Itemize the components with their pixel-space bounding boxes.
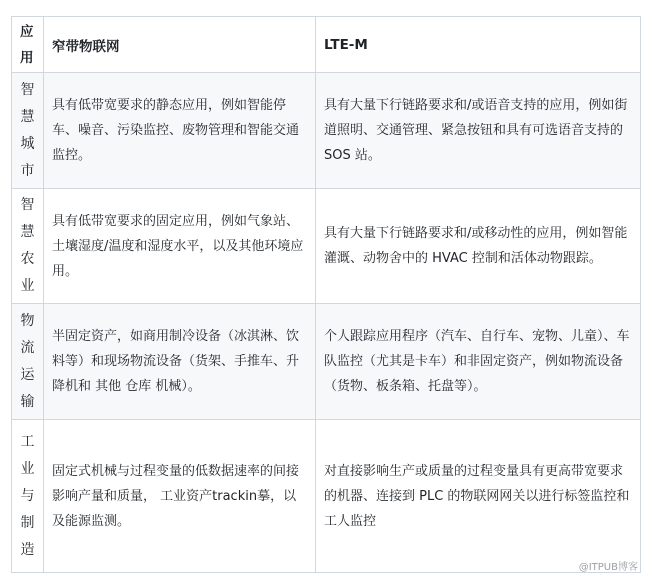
row-nb-iot-cell: 具有低带宽要求的静态应用，例如智能停车、噪音、污染监控、废物管理和智能交通监控。 xyxy=(44,73,316,189)
row-lte-m-cell: 个人跟踪应用程序（汽车、自行车、宠物、儿童）、车队监控（尤其是卡车）和非固定资产，例如物流设备（货物、板条箱、托盘等）。 xyxy=(316,304,641,420)
header-application: 应用 xyxy=(12,17,44,73)
table-header-row xyxy=(12,17,641,73)
row-nb-iot-cell: 半固定资产，如商用制冷设备（冰淇淋、饮料等）和现场物流设备（货架、手推车、升降机和 其他 仓库 机械）。 xyxy=(44,304,316,420)
table-row xyxy=(12,304,641,420)
header-lte-m: LTE-M xyxy=(316,17,641,73)
row-application-label: 智慧城市 xyxy=(12,73,44,189)
table-row xyxy=(12,420,641,573)
row-application-label: 工业与制造 xyxy=(12,420,44,573)
row-lte-m-cell: 具有大量下行链路要求和/或语音支持的应用，例如街道照明、交通管理、紧急按钮和具有可选语音支持的 SOS 站。 xyxy=(316,73,641,189)
watermark-text: @ITPUB博客 xyxy=(578,562,638,573)
table-row xyxy=(12,189,641,304)
row-lte-m-cell: 具有大量下行链路要求和/或移动性的应用，例如智能灌溉、动物舍中的 HVAC 控制和活体动物跟踪。 xyxy=(316,189,641,304)
row-application-label: 智慧农业 xyxy=(12,189,44,304)
row-lte-m-cell: 对直接影响生产或质量的过程变量具有更高带宽要求的机器、连接到 PLC 的物联网网关以进行标签监控和工人监控 xyxy=(316,420,641,573)
row-application-label: 物流运输 xyxy=(12,304,44,420)
comparison-table xyxy=(11,16,641,573)
table-row xyxy=(12,73,641,189)
row-nb-iot-cell: 固定式机械与过程变量的低数据速率的间接影响产量和质量， 工业资产trackin摹，以及能源监测。 xyxy=(44,420,316,573)
row-nb-iot-cell: 具有低带宽要求的固定应用，例如气象站、土壤湿度/温度和湿度水平，以及其他环境应用。 xyxy=(44,189,316,304)
header-nb-iot: 窄带物联网 xyxy=(44,17,316,73)
